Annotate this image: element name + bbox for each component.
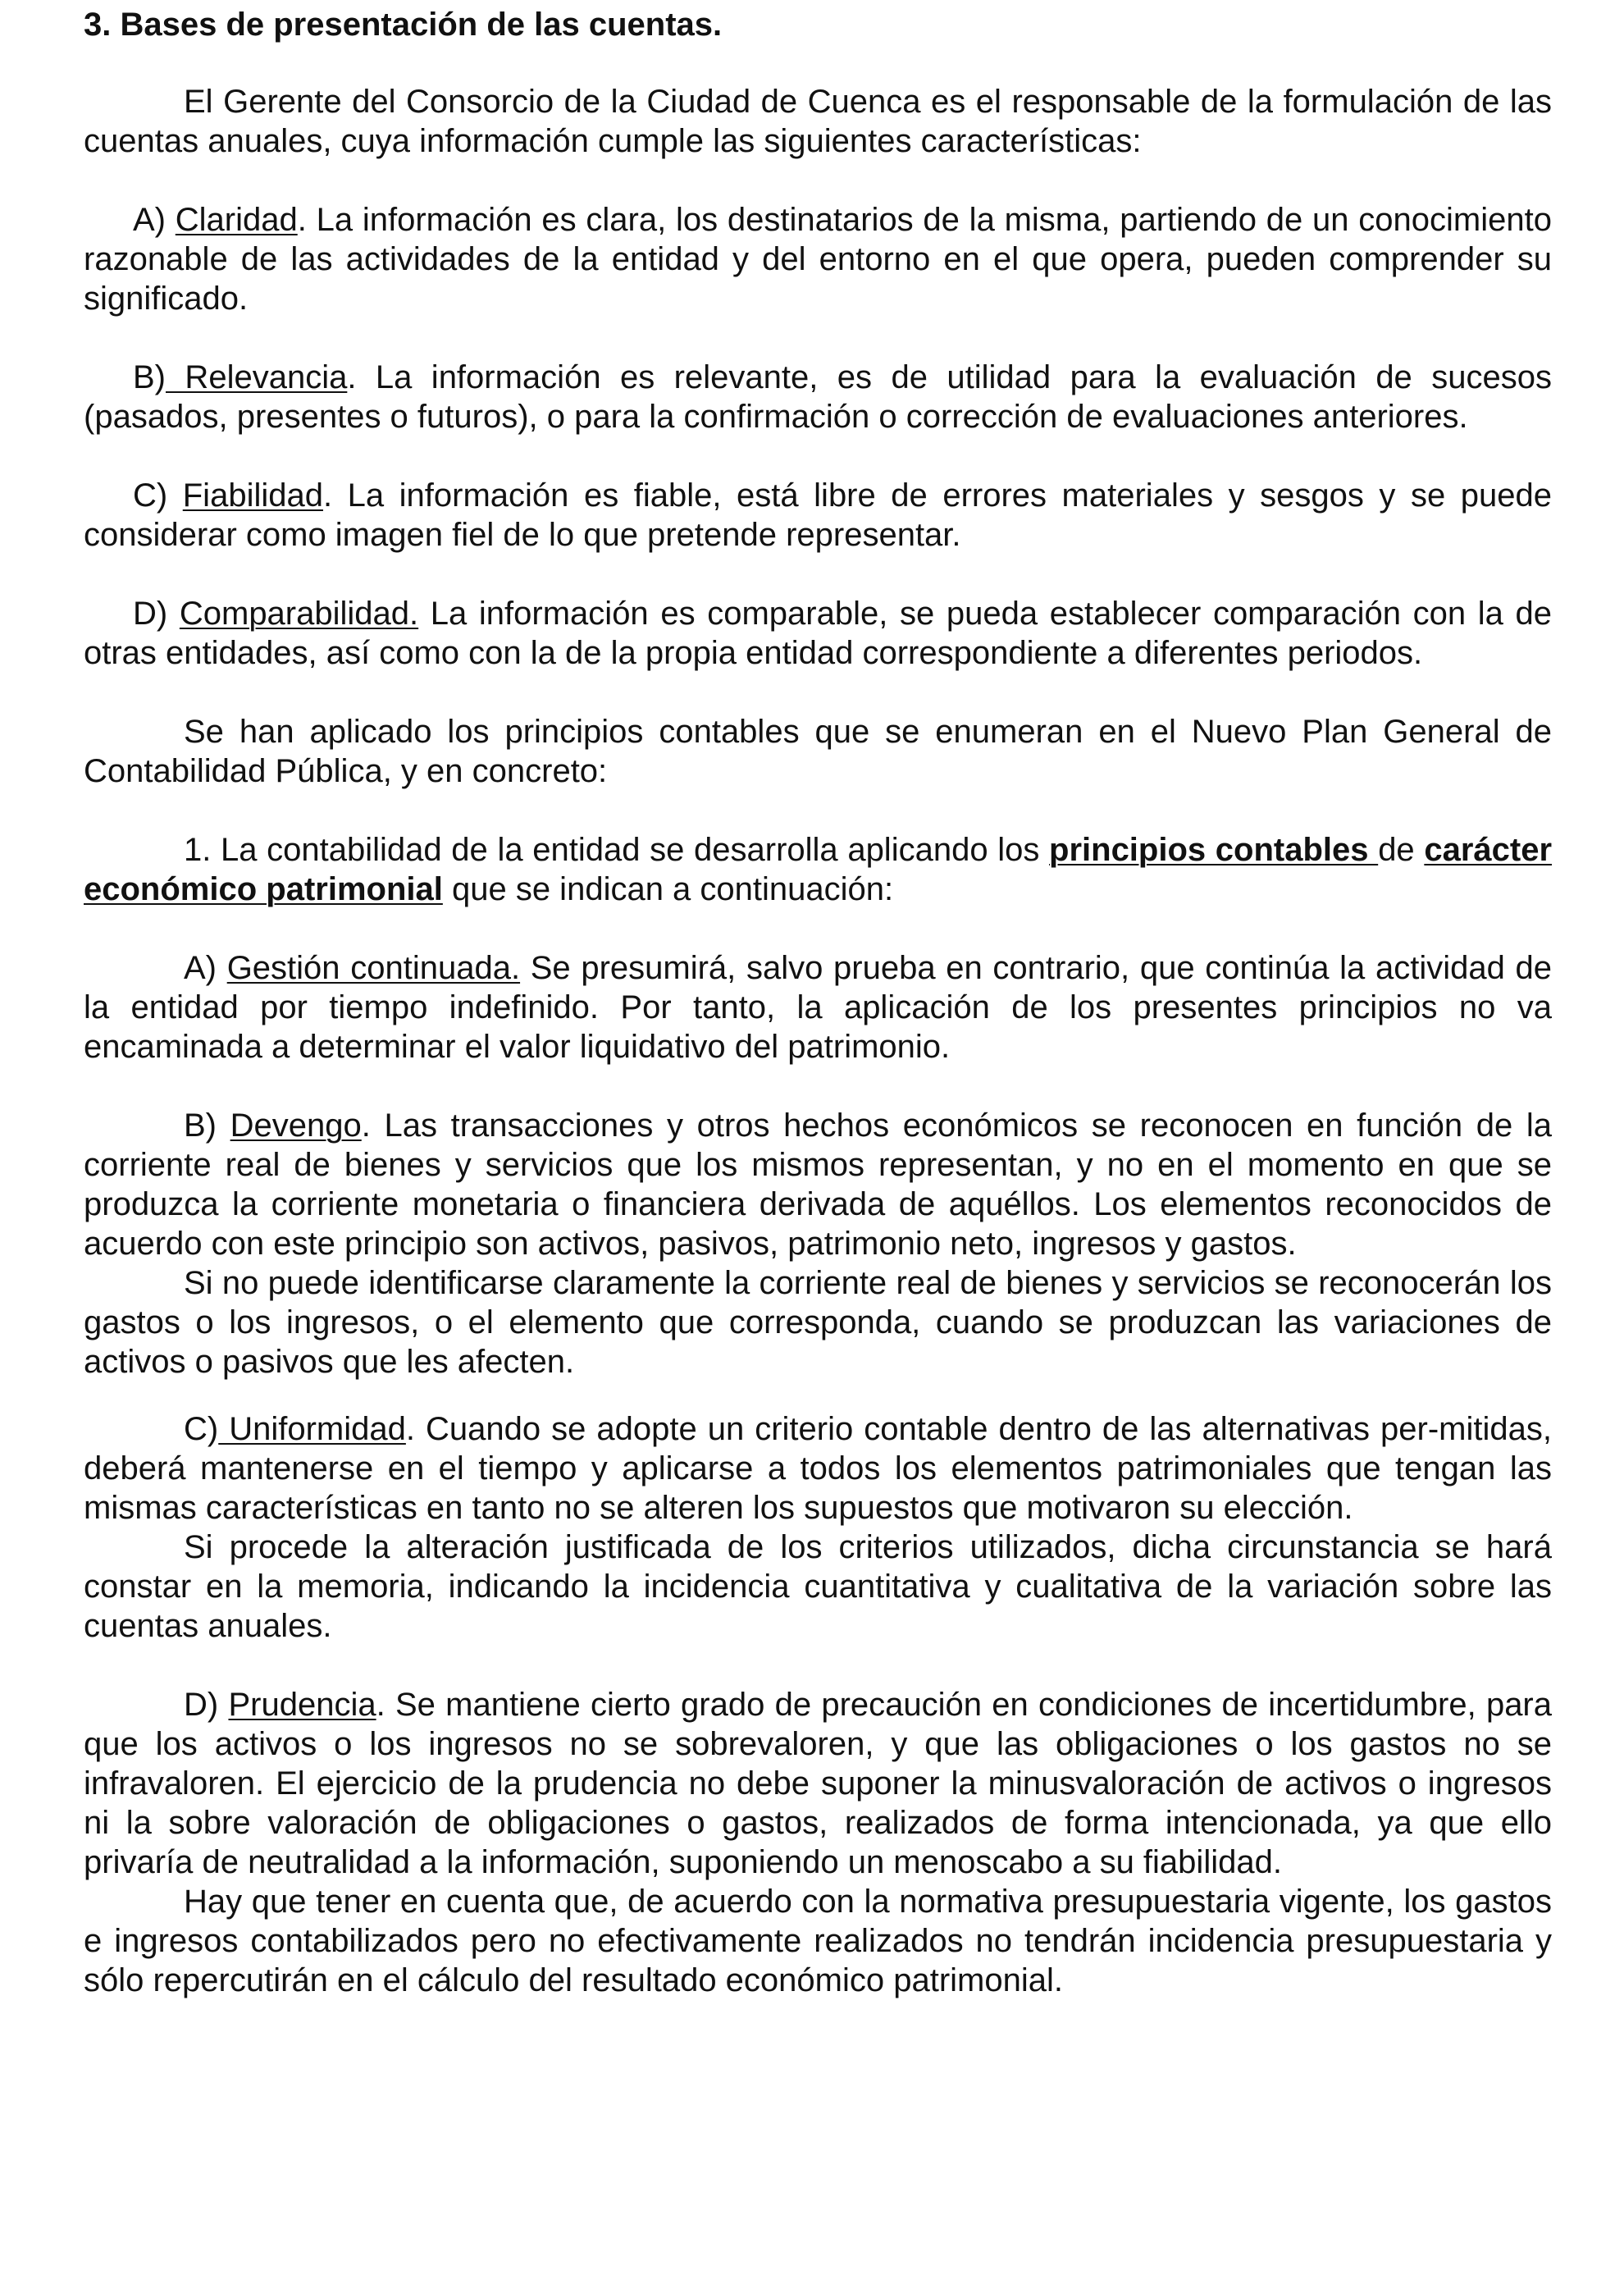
item-prefix: C) — [133, 477, 183, 514]
principle-uniformidad-extra: Si procede la alteración justificada de los criterios utilizados, dicha circunstancia se hará constar en la memoria, indicando la incidencia cuantitativa y cualitativa de la variación sobre las cuentas anuales. — [84, 1529, 1552, 1644]
item-text: . Las transacciones y otros hechos económicos se reconocen en función de la corriente real de bienes y servicios que los mismos representan, y no en el momento en que se produzca la corriente monetaria o financiera derivada de aquéllos. Los elementos reconocidos de acuerdo con este principio son activos, pasivos, patrimonio neto, ingresos y gastos. — [84, 1107, 1552, 1262]
characteristic-claridad — [84, 200, 1552, 318]
item-text: Se presumirá, salvo prueba en contrario, que continúa la actividad de la entidad por tiempo indefinido. Por tanto, la aplicación de los presentes principios no va encaminada a determinar el valor liquidativo del patrimonio. — [84, 950, 1552, 1065]
principle-devengo — [84, 1106, 1552, 1263]
item-term: Relevancia — [166, 359, 348, 395]
point-1-bold-principios: principios contables — [1049, 832, 1379, 868]
item-term: Fiabilidad — [182, 477, 323, 514]
principle-gestion-continuada — [84, 948, 1552, 1066]
section-heading: 3. Bases de presentación de las cuentas. — [84, 7, 723, 43]
item-text: . Se mantiene cierto grado de precaución en condiciones de incertidumbre, para que los activos o los ingresos no se sobrevaloren, y que las obligaciones o los gastos no se infravaloren. El ejercicio de la prudencia no debe suponer la minusvaloración de activos o ingresos ni la sobre valoración de obligaciones o gastos, realizados de forma intencionada, ya que ello privaría de neutralidad a la información, suponiendo un menoscabo a su fiabilidad. — [84, 1687, 1552, 1880]
item-text: . La información es fiable, está libre de errores materiales y sesgos y se puede considerar como imagen fiel de lo que pretende representar. — [84, 477, 1552, 553]
item-term: Devengo — [230, 1107, 362, 1144]
characteristic-fiabilidad — [84, 476, 1552, 555]
item-prefix: D) — [133, 596, 180, 632]
item-text: La información es comparable, se pueda establecer comparación con la de otras entidades, así como con la de la propia entidad correspondiente a diferentes periodos. — [84, 596, 1552, 671]
point-1-end: que se indican a continuación: — [442, 871, 894, 907]
principle-prudencia — [84, 1685, 1552, 1882]
item-prefix: D) — [184, 1687, 229, 1723]
item-prefix: C) — [184, 1411, 219, 1447]
principles-intro: Se han aplicado los principios contables que se enumeran en el Nuevo Plan General de Contabilidad Pública, y en concreto: — [84, 714, 1552, 789]
item-text: . Cuando se adopte un criterio contable dentro de las alternativas per-mitidas, deberá mantenerse en el tiempo y aplicarse a todos los elementos patrimoniales que tengan las mismas características en tanto no se alteren los supuestos que motivaron su elección. — [84, 1411, 1552, 1526]
intro-paragraph: El Gerente del Consorcio de la Ciudad de Cuenca es el responsable de la formulación de las cuentas anuales, cuya información cumple las siguientes características: — [84, 84, 1552, 159]
point-1 — [84, 830, 1552, 909]
point-1-start: 1. La contabilidad de la entidad se desarrolla aplicando los — [184, 832, 1050, 868]
item-term: Comparabilidad. — [179, 596, 419, 632]
item-term: Claridad — [175, 202, 298, 238]
characteristic-relevancia — [84, 358, 1552, 436]
item-prefix: B) — [133, 359, 166, 395]
principle-devengo-extra: Si no puede identificarse claramente la corriente real de bienes y servicios se reconocerán los gastos o los ingresos, o el elemento que corresponda, cuando se produzcan las variaciones de activos o pasivos que les afecten. — [84, 1265, 1552, 1380]
item-text: . La información es relevante, es de utilidad para la evaluación de sucesos (pasados, presentes o futuros), o para la confirmación o corrección de evaluaciones anteriores. — [84, 359, 1552, 435]
item-term: Prudencia — [228, 1687, 376, 1723]
item-term: Uniformidad — [218, 1411, 406, 1447]
characteristic-comparabilidad — [84, 594, 1552, 673]
document-page — [84, 5, 1552, 2000]
point-1-middle: de — [1378, 832, 1425, 868]
point-1-bold-caracter: carácter económico patrimonial — [84, 832, 1553, 907]
principle-prudencia-extra: Hay que tener en cuenta que, de acuerdo con la normativa presupuestaria vigente, los gastos e ingresos contabilizados pero no efectivamente realizados no tendrán incidencia presupuestaria y sólo repercutirán en el cálculo del resultado económico patrimonial. — [84, 1884, 1552, 1998]
item-prefix: A) — [184, 950, 227, 986]
item-term: Gestión continuada. — [226, 950, 521, 986]
item-prefix: B) — [184, 1107, 230, 1144]
principle-uniformidad — [84, 1409, 1552, 1528]
item-text: . La información es clara, los destinatarios de la misma, partiendo de un conocimiento razonable de las actividades de la entidad y del entorno en el que opera, pueden comprender su significado. — [84, 202, 1552, 317]
item-prefix: A) — [133, 202, 176, 238]
